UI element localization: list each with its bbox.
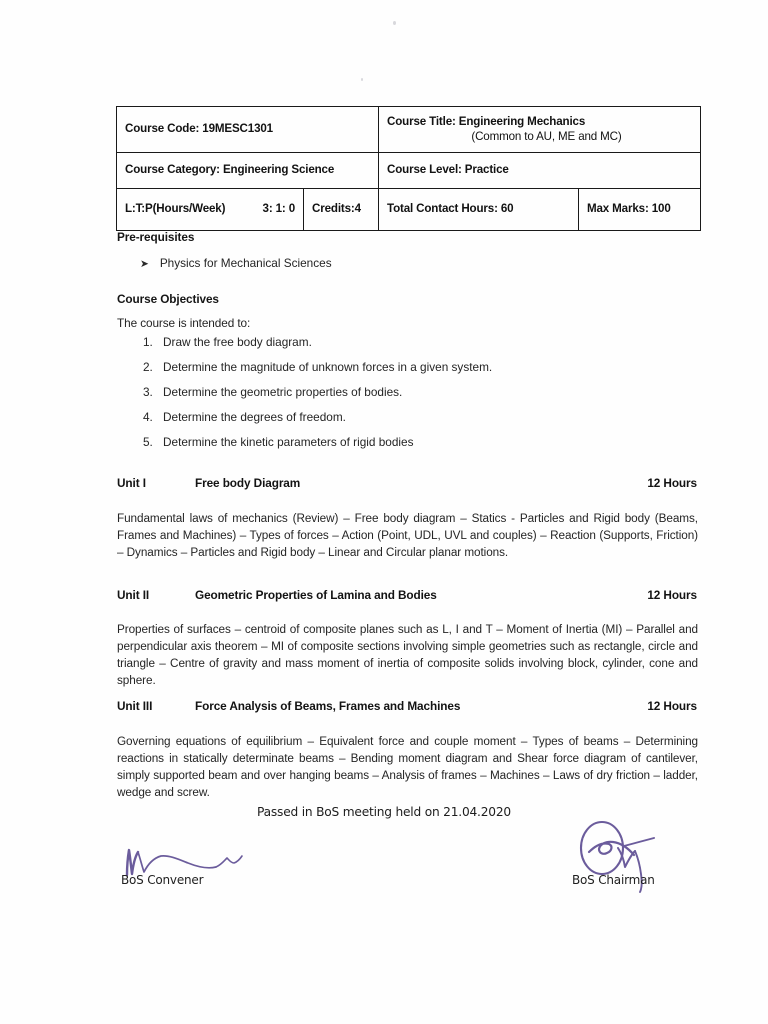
bos-convener-label: BoS Convener — [121, 873, 204, 887]
scan-speck — [393, 21, 396, 25]
objectives-heading: Course Objectives — [117, 292, 219, 306]
unit-body-1: Fundamental laws of mechanics (Review) – Free body diagram – Statics - Particles and Rigid body (Beams, Frames and Machines) – Types of forces – Action (Point, UDL, UVL and couples) – Reaction (Supports, Friction) – Dynamics – Particles and Rigid body – Linear and Circular planar motions. — [117, 512, 698, 560]
unit-body-2: Properties of surfaces – centroid of composite planes such as L, I and T – Moment of Inertia (MI) – Parallel and perpendicular axis theorem – MI of composite sections involving simple geometries such as rectangle, circle and triangle – Centre of gravity and mass moment of inertia of composite solids involving block, cylinder, cone and sphere. — [117, 623, 698, 688]
list-text: Determine the degrees of freedom. — [163, 410, 346, 424]
cell-course-category: Course Category: Engineering Science — [117, 153, 379, 189]
ltp-label: L:T:P(Hours/Week) — [125, 202, 226, 216]
cell-course-title — [379, 107, 701, 153]
list-text: Determine the geometric properties of bodies. — [163, 385, 403, 399]
arrow-bullet-icon: ➤ — [140, 258, 149, 270]
cell-total-contact-hours: Total Contact Hours: 60 — [379, 189, 579, 231]
cell-credits: Credits:4 — [304, 189, 379, 231]
list-item — [143, 410, 346, 424]
unit-heading-1 — [117, 476, 697, 490]
course-title-subtext: (Common to AU, ME and MC) — [471, 130, 622, 143]
unit-label: Unit I — [117, 476, 146, 490]
unit-heading-3 — [117, 699, 697, 713]
list-index: 2. — [143, 360, 153, 374]
unit-label: Unit III — [117, 699, 153, 713]
list-item — [140, 256, 332, 270]
list-index: 4. — [143, 410, 153, 424]
table-row — [117, 189, 701, 231]
bos-chairman-label: BoS Chairman — [572, 873, 655, 887]
list-item — [143, 435, 413, 449]
course-title-text: Course Title: Engineering Mechanics — [387, 114, 586, 128]
list-index: 3. — [143, 385, 153, 399]
objectives-intro: The course is intended to: — [117, 316, 251, 330]
list-index: 1. — [143, 335, 153, 349]
cell-max-marks: Max Marks: 100 — [579, 189, 701, 231]
list-item — [143, 385, 402, 399]
scan-speck — [361, 78, 363, 81]
bos-passed-note: Passed in BoS meeting held on 21.04.2020 — [257, 805, 511, 819]
unit-title: Geometric Properties of Lamina and Bodies — [195, 588, 437, 602]
unit-body-3: Governing equations of equilibrium – Equivalent force and couple moment – Types of beams – Determining reactions in statically determinate beams – Bending moment diagram and Shear force diagram of cantilever, simply supported beam and over hanging beams – Analysis of frames – Machines – Laws of dry friction – ladder, wedge and screw. — [117, 735, 698, 800]
unit-title: Force Analysis of Beams, Frames and Machines — [195, 699, 461, 713]
table-row — [117, 153, 701, 189]
unit-hours: 12 Hours — [647, 699, 697, 713]
unit-label: Unit II — [117, 588, 150, 602]
prerequisite-text: Physics for Mechanical Sciences — [159, 256, 332, 270]
list-text: Draw the free body diagram. — [163, 335, 312, 349]
prerequisites-heading: Pre-requisites — [117, 230, 195, 244]
unit-hours: 12 Hours — [647, 588, 697, 602]
list-index: 5. — [143, 435, 153, 449]
ltp-value: 3: 1: 0 — [262, 202, 295, 216]
cell-course-level: Course Level: Practice — [379, 153, 701, 189]
course-info-table — [116, 106, 701, 231]
unit-title: Free body Diagram — [195, 476, 301, 490]
list-text: Determine the kinetic parameters of rigid bodies — [163, 435, 414, 449]
list-text: Determine the magnitude of unknown forces in a given system. — [163, 360, 493, 374]
list-item — [143, 360, 492, 374]
table-row — [117, 107, 701, 153]
list-item — [143, 335, 312, 349]
unit-hours: 12 Hours — [647, 476, 697, 490]
cell-course-code: Course Code: 19MESC1301 — [117, 107, 379, 153]
cell-ltp — [117, 189, 304, 231]
unit-heading-2 — [117, 588, 697, 602]
